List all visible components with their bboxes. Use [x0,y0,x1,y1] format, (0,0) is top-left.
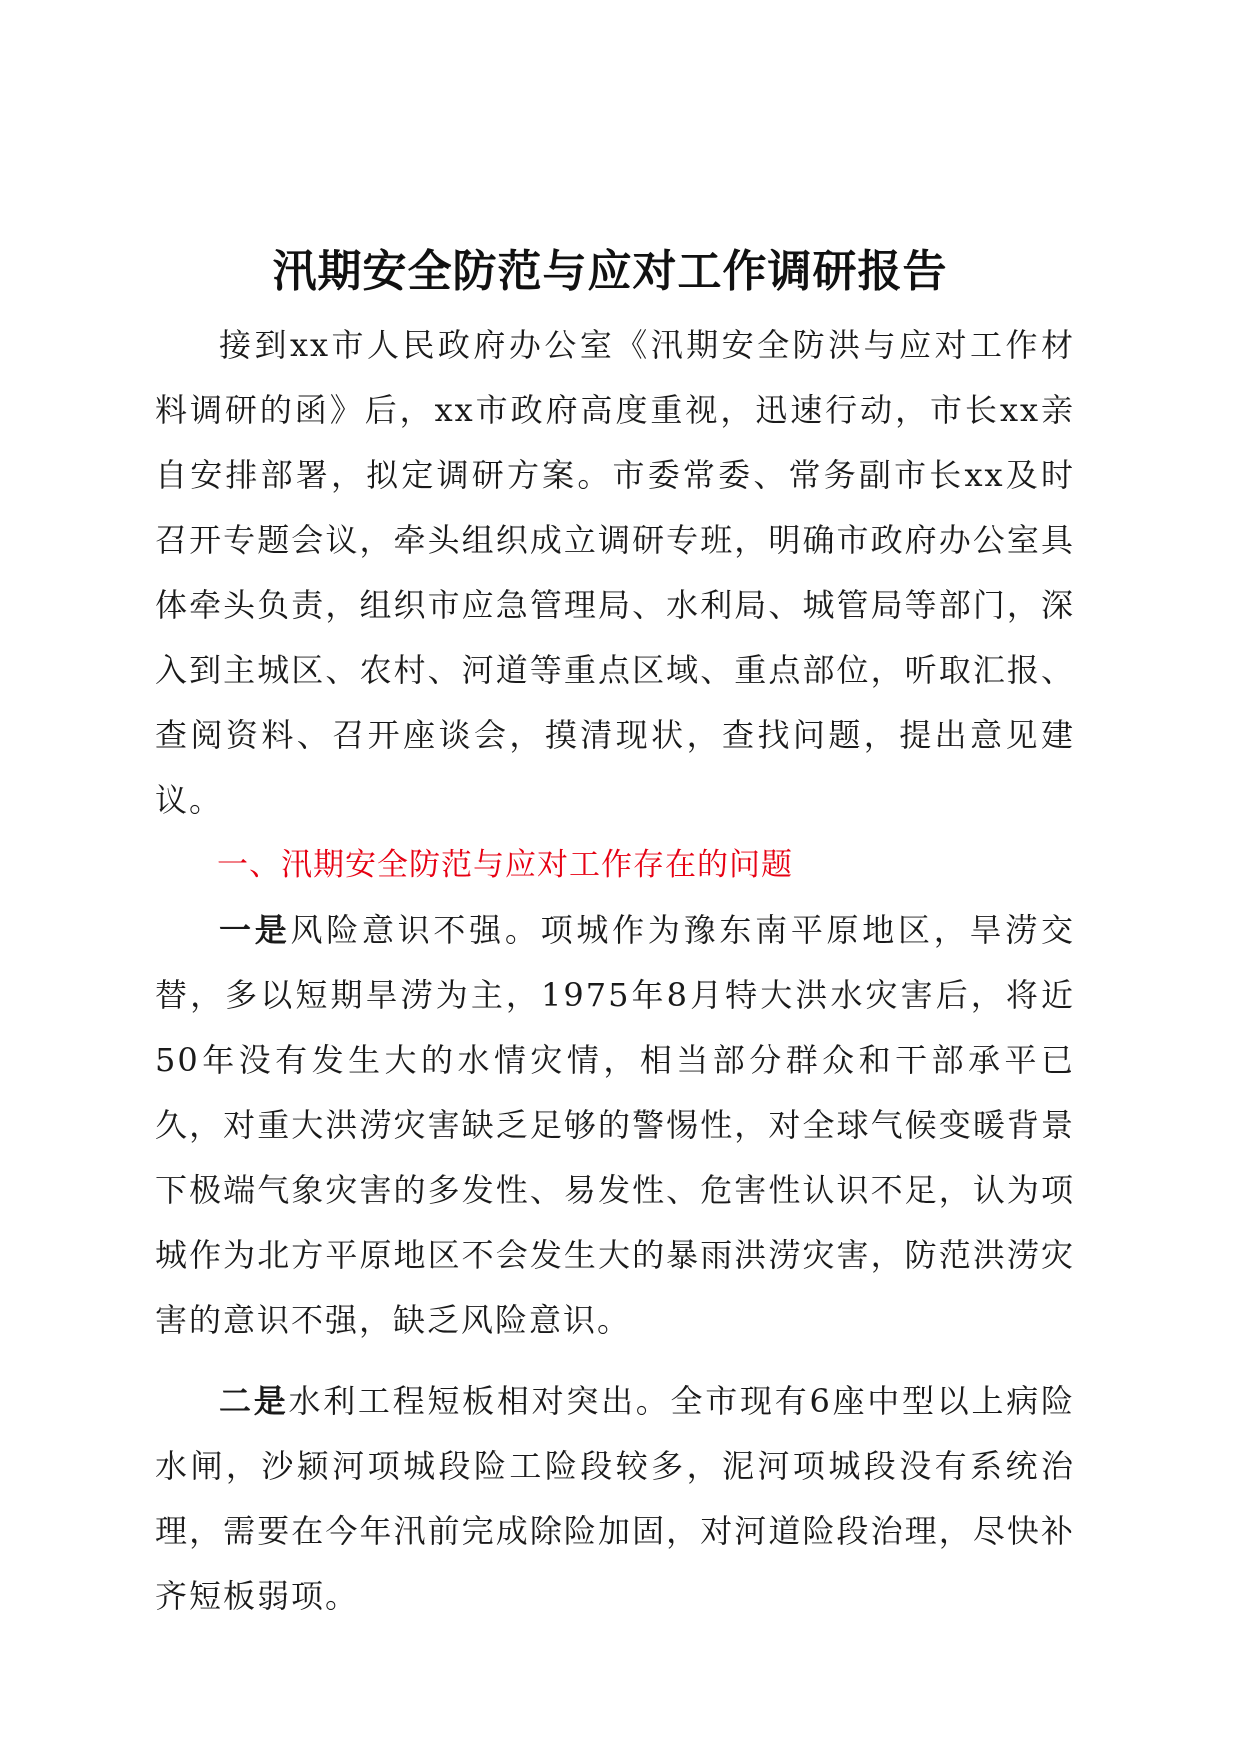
point-text-1: 风险意识不强。项城作为豫东南平原地区，旱涝交替，多以短期旱涝为主，1975年8月特大洪水灾害后，将近50年没有发生大的水情灾情，相当部分群众和干部承平已久，对重大洪涝灾害缺乏足够的警惕性，对全球气候变暖背景下极端气象灾害的多发性、易发性、危害性认识不足，认为项城作为北方平原地区不会发生大的暴雨洪涝灾害，防范洪涝灾害的意识不强，缺乏风险意识。 [155,911,1075,1339]
point-text-2: 水利工程短板相对突出。全市现有6座中型以上病险水闸，沙颍河项城段险工险段较多，泥河项城段没有系统治理，需要在今年汛前完成除险加固，对河道险段治理，尽快补齐短板弱项。 [155,1382,1075,1615]
intro-paragraph: 接到xx市人民政府办公室《汛期安全防洪与应对工作材料调研的函》后，xx市政府高度重视，迅速行动，市长xx亲自安排部署，拟定调研方案。市委常委、常务副市长xx及时召开专题会议，牵头组织成立调研专班，明确市政府办公室具体牵头负责，组织市应急管理局、水利局、城管局等部门，深入到主城区、农村、河道等重点区域、重点部位，听取汇报、查阅资料、召开座谈会，摸清现状，查找问题，提出意见建议。 [155,326,1075,819]
point-paragraph-2 [155,1369,1075,1629]
document-title: 汛期安全防范与应对工作调研报告 [272,246,948,298]
section-heading: 一、汛期安全防范与应对工作存在的问题 [217,847,793,883]
point-lead-2: 二是 [219,1382,289,1420]
paragraph-spacer [155,1353,1075,1369]
point-lead-1: 一是 [219,911,291,949]
document-body [155,313,1075,1629]
point-paragraph-1 [155,898,1075,1353]
